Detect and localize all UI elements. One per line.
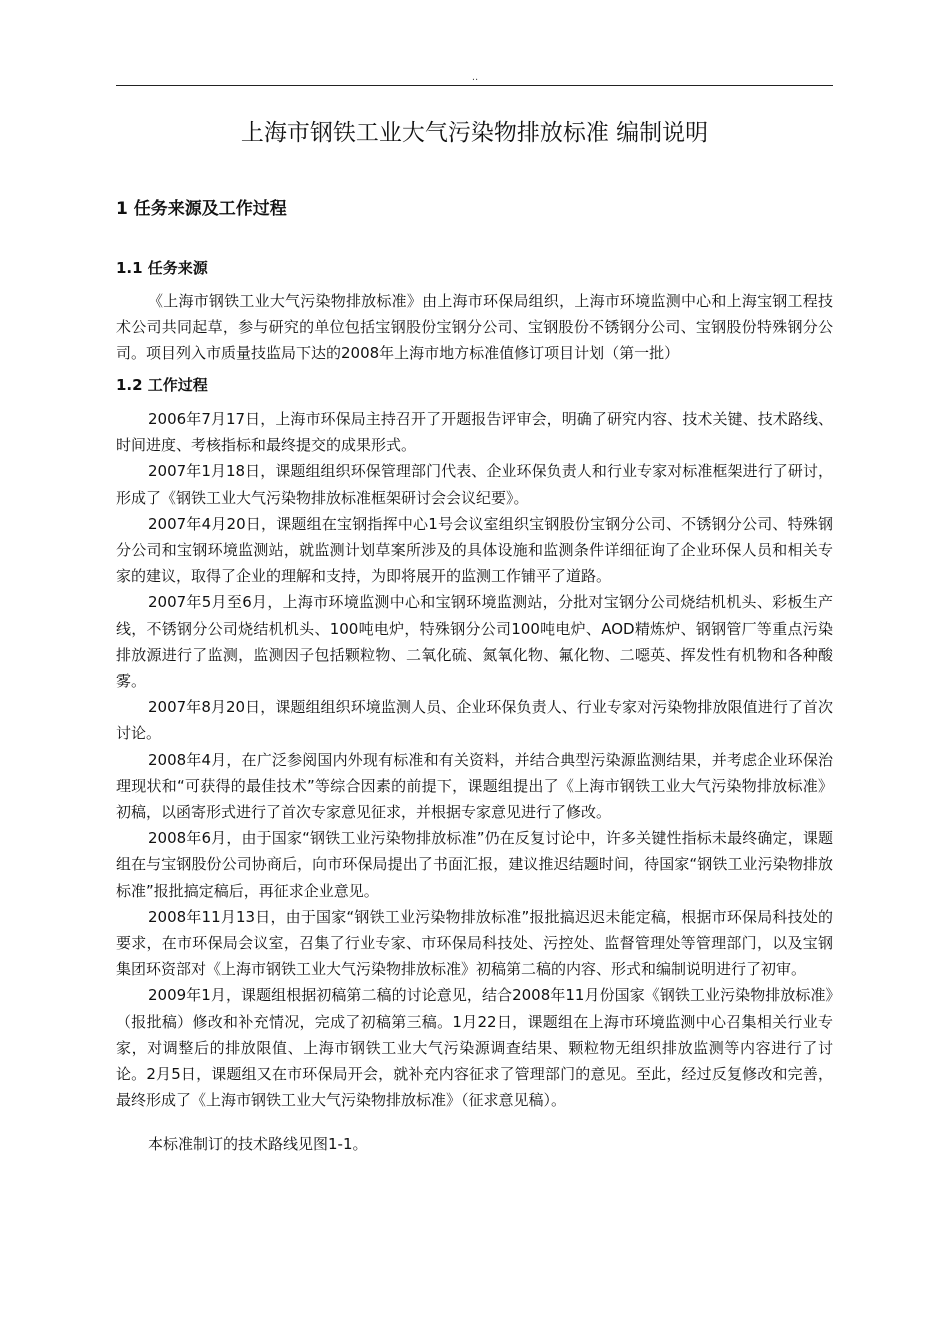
paragraph: 2008年11月13日，由于国家“钢铁工业污染物排放标准”报批搞迟迟未能定稿，根据市环保局科技处的要求，在市环保局会议室，召集了行业专家、市环保局科技处、污控处、监督管理处等管理部门，以及宝钢集团环资部对《上海市钢铁工业大气污染物排放标准》初稿第二稿的内容、形式和编制说明进行了初审。: [116, 907, 833, 979]
paragraph: 2007年1月18日，课题组组织环保管理部门代表、企业环保负责人和行业专家对标准框架进行了研讨，形成了《钢铁工业大气污染物排放标准框架研讨会会议纪要》。: [116, 462, 833, 507]
paragraph: 2007年4月20日，课题组在宝钢指挥中心1号会议室组织宝钢股份宝钢分公司、不锈钢分公司、特殊钢分公司和宝钢环境监测站，就监测计划草案所涉及的具体设施和监测条件详细征询了企业环保人员和相关专家的建议，取得了企业的理解和支持，为即将展开的监测工作铺平了道路。: [116, 514, 833, 586]
subsection-1-1-body: [116, 288, 833, 367]
document-title: 上海市钢铁工业大气污染物排放标准 编制说明: [240, 120, 709, 146]
paragraph: 2008年4月，在广泛参阅国内外现有标准和有关资料，并结合典型污染源监测结果，并考虑企业环保治理现状和“可获得的最佳技术”等综合因素的前提下，课题组提出了《上海市钢铁工业大气污染物排放标准》初稿，以函寄形式进行了首次专家意见征求，并根据专家意见进行了修改。: [116, 750, 833, 822]
paragraph: 《上海市钢铁工业大气污染物排放标准》由上海市环保局组织，上海市环境监测中心和上海宝钢工程技术公司共同起草，参与研究的单位包括宝钢股份宝钢分公司、宝钢股份不锈钢分公司、宝钢股份特殊钢分公司。项目列入市质量技监局下达的2008年上海市地方标准值修订项目计划（第一批）: [116, 292, 833, 363]
subsection-1-2-body: [116, 406, 833, 1158]
closing-paragraph: 本标准制订的技术路线见图1-1。: [148, 1135, 368, 1154]
header-rule: [116, 85, 833, 86]
subsection-heading-1-2: 1.2 工作过程: [116, 376, 208, 394]
section-heading: 1 任务来源及工作过程: [116, 199, 287, 219]
paragraph: 2008年6月，由于国家“钢铁工业污染物排放标准”仍在反复讨论中，许多关键性指标未最终确定，课题组在与宝钢股份公司协商后，向市环保局提出了书面汇报，建议推迟结题时间，待国家“钢铁工业污染物排放标准”报批搞定稿后，再征求企业意见。: [116, 829, 833, 900]
header-mark: ..: [471, 72, 479, 83]
paragraph: 2009年1月，课题组根据初稿第二稿的讨论意见，结合2008年11月份国家《钢铁工业污染物排放标准》（报批稿）修改和补充情况，完成了初稿第三稿。1月22日，课题组在上海市环境监测中心召集相关行业专家，对调整后的排放限值、上海市钢铁工业大气污染源调查结果、颗粒物无组织排放监测等内容进行了讨论。2月5日，课题组又在市环保局开会，就补充内容征求了管理部门的意见。至此，经过反复修改和完善，最终形成了《上海市钢铁工业大气污染物排放标准》（征求意见稿）。: [116, 986, 833, 1110]
paragraph: 2007年8月20日，课题组组织环境监测人员、企业环保负责人、行业专家对污染物排放限值进行了首次讨论。: [116, 698, 833, 743]
paragraph: 2007年5月至6月，上海市环境监测中心和宝钢环境监测站，分批对宝钢分公司烧结机机头、彩板生产线，不锈钢分公司烧结机机头、100吨电炉，特殊钢分公司100吨电炉、AOD精炼炉、钢钢管厂等重点污染排放源进行了监测，监测因子包括颗粒物、二氧化硫、氮氧化物、氟化物、二噁英、挥发性有机物和各种酸雾。: [116, 593, 833, 691]
subsection-heading-1-1: 1.1 任务来源: [116, 259, 208, 277]
paragraph: 2006年7月17日，上海市环保局主持召开了开题报告评审会，明确了研究内容、技术关键、技术路线、时间进度、考核指标和最终提交的成果形式。: [116, 410, 833, 455]
